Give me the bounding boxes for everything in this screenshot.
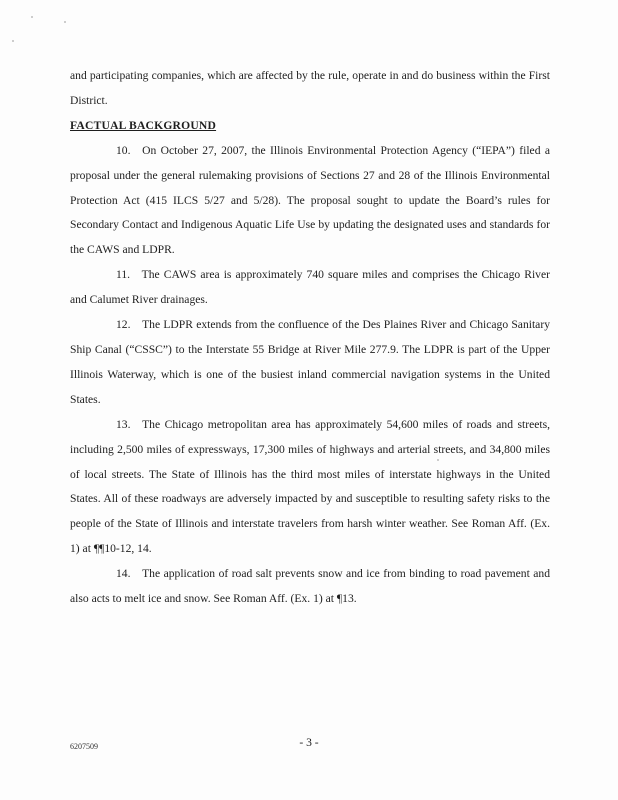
paragraph-10: 10. On October 27, 2007, the Illinois Environmental Protection Agency (“IEPA”) filed a proposal under the general rulemaking provisions of Sections 27 and 28 of the Illinois Environmental Protection Act (415 ILCS 5/27 and 5/28). The proposal sought to update the Board’s rules for Secondary Contact and Indigenous Aquatic Life Use by updating the designated uses and standards for the CAWS and LDPR. — [70, 143, 550, 257]
scan-speck — [12, 40, 14, 42]
paragraph-12: 12. The LDPR extends from the confluence of the Des Plaines River and Chicago Sanitary Ship Canal (“CSSC”) to the Interstate 55 Bridge at River Mile 277.9. The LDPR is part of the Upper Illinois Waterway, which is one of the busiest inland commercial navigation systems in the United States. — [70, 318, 550, 406]
paragraph-13: 13. The Chicago metropolitan area has approximately 54,600 miles of roads and streets, including 2,500 miles of expressways, 17,300 miles of highways and arterial streets, and 34,800 miles of local streets. The State of Illinois has the third most miles of interstate highways in the United States. All of these roadways are adversely impacted by and susceptible to resulting safety risks to the people of the State of Illinois and interstate travelers from harsh winter weather. See Roman Aff. (Ex. 1) at ¶¶10-12, 14. — [70, 417, 550, 556]
scan-speck — [31, 16, 33, 18]
paragraph-11: 11. The CAWS area is approximately 740 square miles and comprises the Chicago River and Calumet River drainages. — [70, 268, 550, 307]
scan-speck — [64, 21, 66, 23]
lead-paragraph: and participating companies, which are affected by the rule, operate in and do business within the First District. — [70, 69, 550, 107]
section-heading: FACTUAL BACKGROUND — [70, 118, 217, 132]
document-id: 6207509 — [70, 742, 98, 751]
document-body — [70, 64, 550, 612]
page-number: - 3 - — [299, 736, 319, 749]
paragraph-14: 14. The application of road salt prevents snow and ice from binding to road pavement and also acts to melt ice and snow. See Roman Aff. (Ex. 1) at ¶13. — [70, 567, 550, 606]
